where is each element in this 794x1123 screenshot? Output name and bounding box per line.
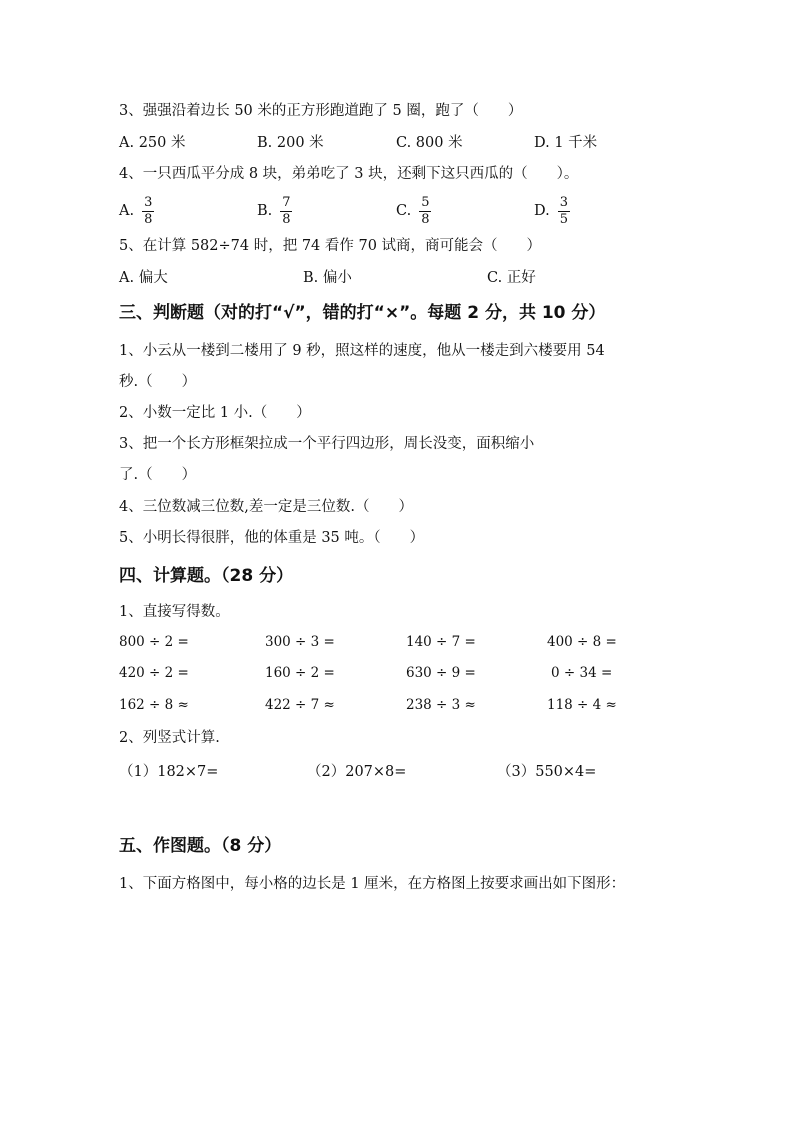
calc-item: 118 ÷ 4 ≈ — [547, 697, 617, 713]
calc-row — [119, 697, 679, 717]
question-4-options — [119, 189, 679, 233]
option-d: D. 1 千米 — [534, 135, 598, 151]
option-c: C. 800 米 — [396, 135, 463, 151]
option-a: A. 偏大 — [119, 270, 168, 286]
section-4-heading: 四、计算题。（28 分） — [119, 566, 294, 586]
numerator: 3 — [144, 194, 153, 210]
fraction — [558, 195, 570, 228]
calc-item: 400 ÷ 8 = — [547, 634, 617, 650]
calc-sub-1: 1、直接写得数。 — [119, 604, 230, 620]
calc-item: 140 ÷ 7 = — [406, 634, 476, 650]
option-a — [119, 189, 154, 233]
vertical-calc-3: （3）550×4= — [497, 764, 597, 780]
option-label: A. — [119, 203, 135, 219]
option-label: C. — [396, 203, 412, 219]
judge-item-1-cont: 秒.（ ） — [119, 374, 197, 390]
option-a: A. 250 米 — [119, 135, 186, 151]
denominator: 8 — [282, 211, 291, 227]
option-c: C. 正好 — [487, 270, 536, 286]
denominator: 8 — [144, 211, 153, 227]
option-b — [257, 189, 293, 233]
calc-sub-2: 2、列竖式计算. — [119, 730, 220, 746]
option-c — [396, 189, 431, 233]
calc-item: 300 ÷ 3 = — [265, 634, 335, 650]
calc-row — [119, 665, 679, 685]
calc-item: 160 ÷ 2 = — [265, 665, 335, 681]
option-b: B. 偏小 — [303, 270, 352, 286]
numerator: 3 — [559, 194, 568, 210]
fraction — [280, 195, 292, 228]
section-3-heading: 三、判断题（对的打“√”，错的打“×”。每题 2 分，共 10 分） — [119, 303, 606, 323]
calc-item: 422 ÷ 7 ≈ — [265, 697, 335, 713]
drawing-instruction: 1、下面方格图中，每小格的边长是 1 厘米，在方格图上按要求画出如下图形： — [119, 876, 626, 892]
denominator: 5 — [559, 211, 568, 227]
option-d — [534, 189, 570, 233]
denominator: 8 — [421, 211, 430, 227]
judge-item-1: 1、小云从一楼到二楼用了 9 秒，照这样的速度，他从一楼走到六楼要用 54 — [119, 343, 605, 359]
numerator: 5 — [421, 194, 430, 210]
section-5-heading: 五、作图题。（8 分） — [119, 836, 282, 856]
vertical-calc-row — [119, 760, 679, 780]
judge-item-3-cont: 了.（ ） — [119, 467, 197, 483]
vertical-calc-2: （2）207×8= — [307, 764, 407, 780]
judge-item-2: 2、小数一定比 1 小.（ ） — [119, 405, 311, 421]
calc-item: 800 ÷ 2 = — [119, 634, 189, 650]
calc-item: 0 ÷ 34 = — [551, 665, 613, 681]
option-b: B. 200 米 — [257, 135, 324, 151]
calc-item: 420 ÷ 2 = — [119, 665, 189, 681]
question-5-options — [119, 268, 679, 288]
option-label: B. — [257, 203, 273, 219]
calc-row — [119, 634, 679, 654]
question-3: 3、强强沿着边长 50 米的正方形跑道跑了 5 圈，跑了（ ） — [119, 103, 523, 119]
judge-item-5: 5、小明长得很胖，他的体重是 35 吨。（ ） — [119, 530, 425, 546]
vertical-calc-1: （1）182×7= — [119, 764, 219, 780]
calc-item: 630 ÷ 9 = — [406, 665, 476, 681]
judge-item-4: 4、三位数减三位数,差一定是三位数.（ ） — [119, 499, 413, 515]
calc-item: 238 ÷ 3 ≈ — [406, 697, 476, 713]
option-label: D. — [534, 203, 550, 219]
question-4: 4、一只西瓜平分成 8 块，弟弟吃了 3 块，还剩下这只西瓜的（ ）。 — [119, 166, 579, 182]
calc-item: 162 ÷ 8 ≈ — [119, 697, 189, 713]
judge-item-3: 3、把一个长方形框架拉成一个平行四边形，周长没变，面积缩小 — [119, 436, 535, 452]
fraction — [142, 195, 154, 228]
fraction — [419, 195, 431, 228]
question-5: 5、在计算 582÷74 时，把 74 看作 70 试商，商可能会（ ） — [119, 238, 542, 254]
numerator: 7 — [282, 194, 291, 210]
question-3-options — [119, 133, 679, 153]
